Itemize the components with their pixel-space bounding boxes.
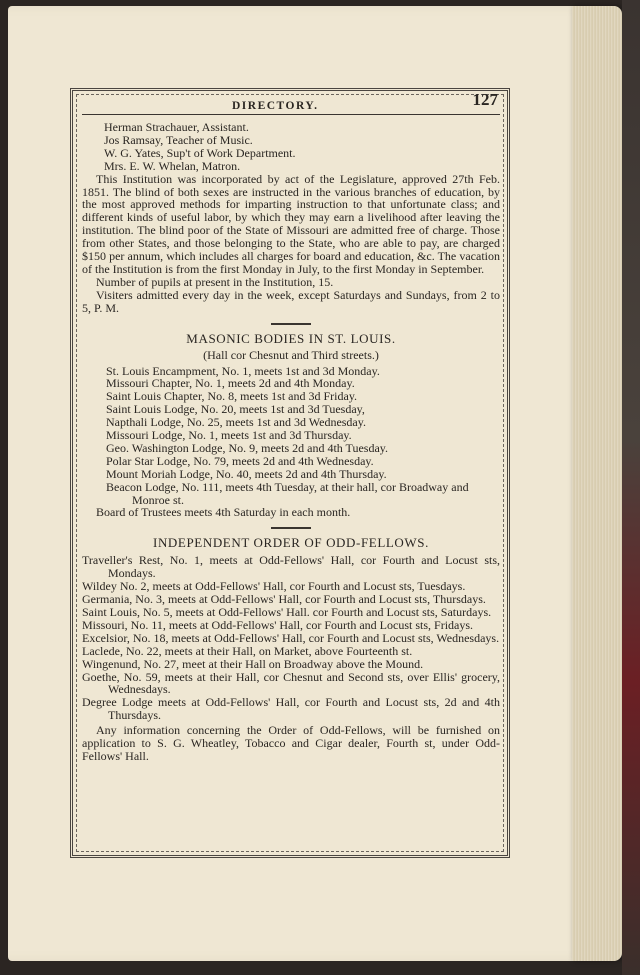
running-header xyxy=(82,90,500,115)
running-title: DIRECTORY. xyxy=(232,100,319,112)
oddfellows-entry: Traveller's Rest, No. 1, meets at Odd-Fellows' Hall, cor Fourth and Locust sts, Mondays. xyxy=(82,553,500,581)
lodge-entry: Saint Louis Lodge, No. 20, meets 1st and 3d Tuesday, xyxy=(106,402,365,417)
oddfellows-entry: Degree Lodge meets at Odd-Fellows' Hall, cor Fourth and Locust sts, 2d and 4th Thursdays. xyxy=(82,695,500,723)
masonic-heading: MASONIC BODIES IN ST. LOUIS. xyxy=(186,330,396,346)
section-divider xyxy=(271,527,311,529)
lodge-entry: Saint Louis Chapter, No. 8, meets 1st and 3d Friday. xyxy=(106,389,358,404)
lodge-entry: Missouri Chapter, No. 1, meets 2d and 4th Monday. xyxy=(106,376,355,391)
oddfellows-entry: Germania, No. 3, meets at Odd-Fellows' Hall, cor Fourth and Locust sts, Thursdays. xyxy=(82,592,486,607)
oddfellows-entry: Excelsior, No. 18, meets at Odd-Fellows' Hall, cor Fourth and Locust sts, Wednesdays. xyxy=(82,630,500,645)
institution-paragraph: This Institution was incorporated by act of the Legislature, approved 27th Feb. 1851. The blind of both sexes are instructed in the various branches of education, by the most approved methods for imparting instruction to that unfortunate class; and different kinds of useful labor, by which they may earn a livelihood after leaving the institution. The blind poor of the State of Missouri are admitted free of charge. Those from other States, and those belonging to the State, who are able to pay, are charged $150 per annum, which includes all charges for board and education, &c. The vacation of the Institution is from the first Monday in July, to the first Monday in September. xyxy=(82,171,500,276)
page-content xyxy=(82,90,500,763)
lodge-entry: Geo. Washington Lodge, No. 9, meets 2d and 4th Tuesday. xyxy=(106,440,389,455)
oddfellows-heading: INDEPENDENT ORDER OF ODD-FELLOWS. xyxy=(153,535,429,551)
book-fore-edge xyxy=(572,6,622,961)
staff-line: Mrs. E. W. Whelan, Matron. xyxy=(104,158,241,173)
oddfellows-closing-note: Any information concerning the Order of Odd-Fellows, will be furnished on application to S. G. Wheatley, Tobacco and Cigar dealer, Fourth st, under Odd-Fellows' Hall. xyxy=(82,723,500,763)
oddfellows-entry: Wingenund, No. 27, meet at their Hall on Broadway above the Mound. xyxy=(82,656,424,671)
page-number: 127 xyxy=(472,90,498,109)
background-edge xyxy=(622,0,640,975)
pupils-note: Number of pupils at present in the Institution, 15. xyxy=(96,274,334,289)
trustees-note: Board of Trustees meets 4th Saturday in each month. xyxy=(96,505,351,520)
staff-line: Jos Ramsay, Teacher of Music. xyxy=(104,132,253,147)
oddfellows-entry: Laclede, No. 22, meets at their Hall, on Market, above Fourteenth st. xyxy=(82,643,413,658)
masonic-subheading: (Hall cor Chesnut and Third streets.) xyxy=(203,347,379,362)
section-divider xyxy=(271,323,311,325)
lodge-entry: Beacon Lodge, No. 111, meets 4th Tuesday, at their hall, cor Broadway and Monroe st. xyxy=(106,479,469,507)
lodge-entry: Mount Moriah Lodge, No. 40, meets 2d and 4th Thursday. xyxy=(106,466,387,481)
lodge-entry: Missouri Lodge, No. 1, meets 1st and 3d Thursday. xyxy=(106,428,352,443)
masonic-lodge-list xyxy=(82,365,500,507)
oddfellows-entry: Saint Louis, No. 5, meets at Odd-Fellows' Hall. cor Fourth and Locust sts, Saturdays. xyxy=(82,605,492,619)
lodge-entry: Polar Star Lodge, No. 79, meets 2d and 4th Wednesday. xyxy=(106,453,374,468)
staff-line: Herman Strachauer, Assistant. xyxy=(104,120,249,134)
oddfellows-list xyxy=(82,554,500,722)
staff-line: W. G. Yates, Sup't of Work Department. xyxy=(104,145,296,160)
oddfellows-entry: Missouri, No. 11, meets at Odd-Fellows' Hall, cor Fourth and Locust sts, Fridays. xyxy=(82,617,474,632)
visitors-note: Visiters admitted every day in the week, except Saturdays and Sundays, from 2 to 5, P. M. xyxy=(82,287,500,315)
lodge-entry: St. Louis Encampment, No. 1, meets 1st and 3d Monday. xyxy=(106,363,380,378)
staff-list xyxy=(82,121,500,173)
oddfellows-entry: Wildey No. 2, meets at Odd-Fellows' Hall, cor Fourth and Locust sts, Tuesdays. xyxy=(82,579,466,594)
lodge-entry: Napthali Lodge, No. 25, meets 1st and 3d Wednesday. xyxy=(106,415,366,430)
oddfellows-entry: Goethe, No. 59, meets at their Hall, cor Chesnut and Second sts, over Ellis' grocery, Wednesdays. xyxy=(82,669,500,697)
